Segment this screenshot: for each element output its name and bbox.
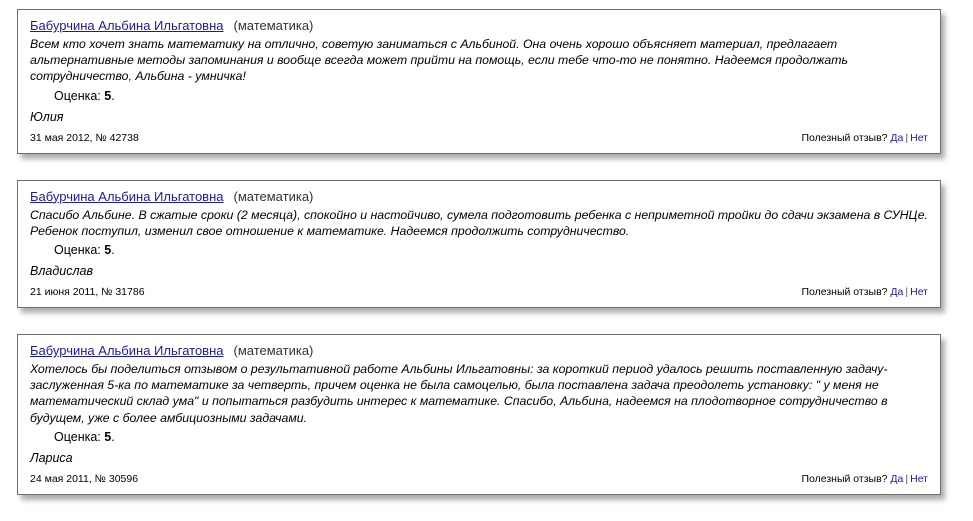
review-text: Всем кто хочет знать математику на отлично, советую заниматься с Альбиной. Она очень хорошо объясняет материал, предлагает альтернативные методы запоминания и вообще всегда может прийти на помощь, если тебе что-то не понятно. Надеемся продолжать сотрудничество, Альбина - умничка! xyxy=(30,37,848,84)
review-meta: 21 июня 2011, № 31786 xyxy=(30,286,145,299)
helpful-vote: Полезный отзыв? Да | Нет xyxy=(801,472,928,485)
review-card xyxy=(17,334,941,495)
helpful-label: Полезный отзыв? xyxy=(801,472,888,485)
rating: Оценка: 5. xyxy=(54,243,115,258)
subject-label: (математика) xyxy=(233,18,314,33)
helpful-vote: Полезный отзыв? Да | Нет xyxy=(801,131,928,144)
review-card xyxy=(17,9,941,154)
vote-yes-link[interactable]: Да xyxy=(890,472,904,485)
review-text: Спасибо Альбине. В сжатые сроки (2 месяца), спокойно и настойчиво, сумела подготовить ребенка с неприметной тройки до сдачи экзамена в СУНЦе. Ребенок поступил, изменил свое отношение к математике. Надеемся продолжить сотрудничество. xyxy=(30,207,928,238)
vote-no-link[interactable]: Нет xyxy=(910,131,928,144)
review-footer xyxy=(30,472,928,486)
review-header xyxy=(30,188,928,205)
review-meta: 31 мая 2012, № 42738 xyxy=(30,131,139,144)
rating-label: Оценка: xyxy=(54,429,101,444)
subject-label: (математика) xyxy=(233,343,314,359)
teacher-name-link[interactable]: Бабурчина Альбина Ильгатовна xyxy=(30,18,224,33)
helpful-label: Полезный отзыв? xyxy=(801,286,888,299)
review-meta: 24 мая 2011, № 30596 xyxy=(30,472,139,485)
rating: Оценка: 5. xyxy=(54,429,115,444)
vote-no-link[interactable]: Нет xyxy=(910,286,928,299)
vote-yes-link[interactable]: Да xyxy=(890,286,904,299)
vote-yes-link[interactable]: Да xyxy=(890,131,904,144)
review-author: Владислав xyxy=(30,264,93,279)
vote-no-link[interactable]: Нет xyxy=(910,472,928,485)
reviews-list xyxy=(17,9,942,521)
teacher-name-link[interactable]: Бабурчина Альбина Ильгатовна xyxy=(30,188,224,204)
helpful-vote: Полезный отзыв? Да | Нет xyxy=(801,286,928,299)
helpful-label: Полезный отзыв? xyxy=(801,131,888,144)
review-card xyxy=(17,180,941,308)
subject-label: (математика) xyxy=(233,188,314,204)
review-header xyxy=(30,17,928,34)
rating-label: Оценка: xyxy=(54,88,101,103)
rating-value: 5 xyxy=(104,429,112,444)
teacher-name-link[interactable]: Бабурчина Альбина Ильгатовна xyxy=(30,343,224,359)
review-footer xyxy=(30,285,928,299)
rating: Оценка: 5. xyxy=(54,88,115,103)
rating-label: Оценка: xyxy=(54,243,101,258)
review-header xyxy=(30,342,928,359)
rating-value: 5 xyxy=(104,88,112,103)
review-author: Юлия xyxy=(30,109,64,124)
review-footer xyxy=(30,131,928,145)
review-text: Хотелось бы поделиться отзывом о результативной работе Альбины Ильгатовны: за короткий период удалось решить поставленную задачу- заслуженная 5-ка по математике за четверть, причем оценка не была самоцелью, была поставлена задача преодолеть установку: " у меня не математический склад ума" и попытаться разбудить интерес к математике. Спасибо, Альбина, надеемся на плодотворное сотрудничество в будущем, уже с более амбициозными задачами. xyxy=(30,362,888,425)
review-author: Лариса xyxy=(30,450,73,465)
rating-value: 5 xyxy=(104,243,112,258)
